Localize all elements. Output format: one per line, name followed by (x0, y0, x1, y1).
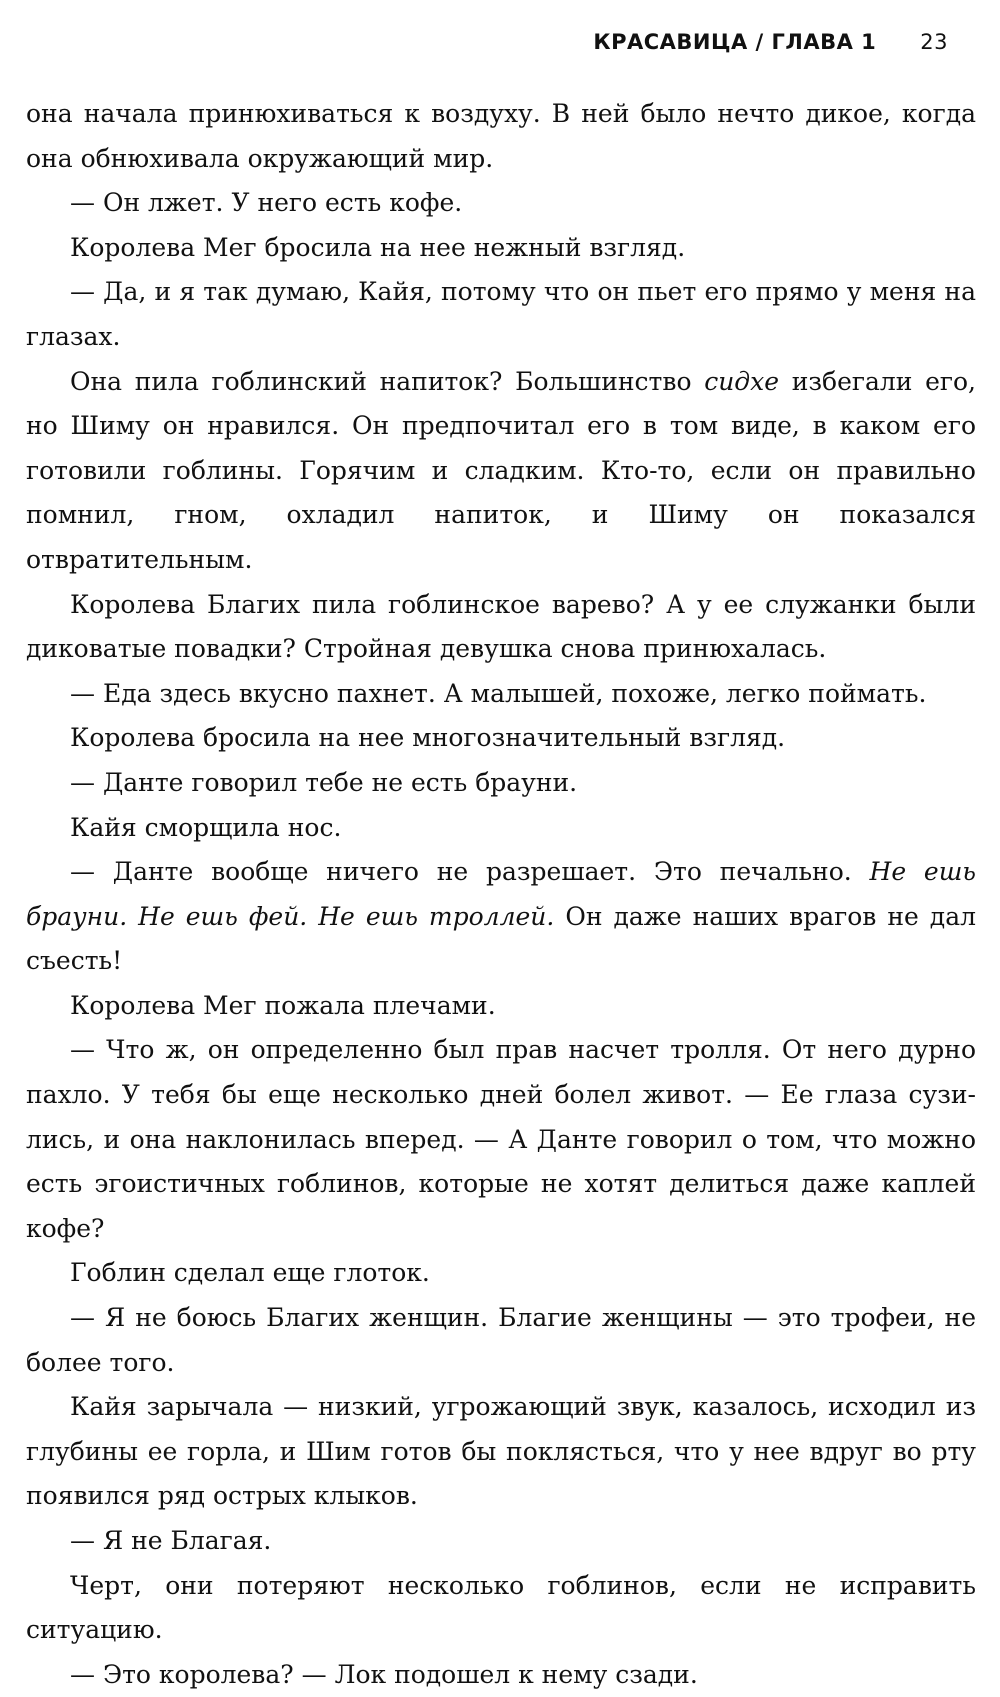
text-run: — Он лжет. У него есть кофе. (70, 188, 463, 218)
paragraph (26, 806, 976, 851)
paragraph (26, 181, 976, 226)
text-run: Она пила гоблинский напиток? Большинство (70, 366, 705, 396)
text-run: Королева бросила на нее многозначительный взгляд. (70, 723, 786, 753)
paragraph (26, 716, 976, 761)
text-run: Королева Мег бросила на нее нежный взгляд. (70, 232, 686, 262)
paragraph (26, 850, 976, 984)
paragraph (26, 1385, 976, 1519)
chapter-title: КРАСАВИЦА / ГЛАВА 1 (593, 30, 877, 54)
italic-text: сидхе (704, 366, 780, 396)
running-head (593, 30, 948, 54)
paragraph (26, 672, 976, 717)
text-run: Кайя зарычала — низкий, угрожающий звук, казалось, исходил из глубины ее горла, и Шим готов бы поклясться, что у нее вдруг во рту появился ряд острых клыков. (26, 1392, 976, 1511)
text-run: она начала принюхиваться к воздуху. В ней было нечто дикое, когда она обнюхивала окружающий мир. (26, 99, 976, 173)
text-run: — Я не боюсь Благих женщин. Благие женщины — это трофеи, не более того. (26, 1303, 976, 1377)
paragraph (26, 360, 976, 583)
paragraph (26, 761, 976, 806)
paragraph (26, 1564, 976, 1653)
text-run: Королева Благих пила гоблинское варево? А у ее служанки были диковатые повадки? Стройная девушка снова принюхалась. (26, 589, 976, 664)
paragraph (26, 984, 976, 1029)
text-run: — Данте говорил тебе не есть брауни. (70, 767, 578, 797)
text-run: Кайя сморщила нос. (70, 812, 342, 842)
paragraph (26, 92, 976, 181)
page-number: 23 (920, 30, 948, 54)
text-run: — Данте вообще ничего не разрешает. Это печально. (70, 857, 870, 887)
paragraph (26, 1296, 976, 1385)
paragraph (26, 270, 976, 359)
paragraph (26, 1028, 976, 1251)
paragraph (26, 583, 976, 672)
text-run: Он даже наших врагов не дал съесть! (26, 901, 976, 976)
text-run: — Это королева? — Лок подошел к нему сзади. (70, 1659, 698, 1689)
text-run: Черт, они потеряют несколько гоблинов, если не исправить ситуацию. (26, 1570, 976, 1645)
paragraph (26, 1519, 976, 1564)
text-run: — Я не Благая. (70, 1526, 272, 1555)
text-run: — Еда здесь вкусно пахнет. А малышей, похоже, легко поймать. (70, 678, 927, 708)
paragraph (26, 1251, 976, 1296)
text-run: — Да, и я так думаю, Кайя, потому что он пьет его прямо у меня на глазах. (26, 277, 976, 351)
text-run: избегали его, но Шиму он нравился. Он предпочитал его в том виде, в каком его готовили гоблины. Горячим и сладким. Кто-то, если он правильно помнил, гном, охладил напиток, и Шиму он показался отвратительным. (26, 366, 976, 574)
body-text (26, 92, 976, 1697)
text-run: Гоблин сделал еще глоток. (70, 1258, 430, 1288)
text-run: — Что ж, он определенно был прав насчет тролля. От него дурно пахло. У тебя бы еще несколько дней болел живот. — Ее глаза сузились, и она наклонилась вперед. — А Данте говорил о том, что можно есть эгоистичных гоблинов, которые не хотят делиться даже каплей кофе? (26, 1035, 976, 1243)
paragraph (26, 226, 976, 271)
italic-text: Не ешь брауни. Не ешь фей. Не ешь троллей. (26, 857, 976, 931)
paragraph (26, 1653, 976, 1697)
text-run: Королева Мег пожала плечами. (70, 990, 496, 1020)
